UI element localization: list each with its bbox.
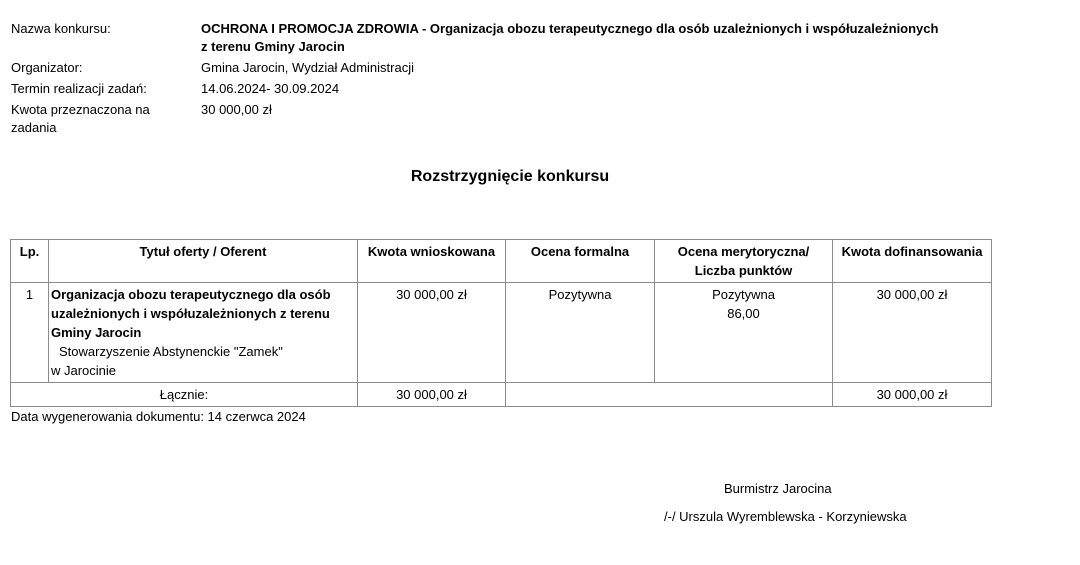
organizer-value: Gmina Jarocin, Wydział Administracji — [201, 60, 415, 75]
header-merit-line1: Ocena merytoryczna/ — [677, 244, 810, 259]
table-header-row — [11, 240, 992, 283]
term-value: 14.06.2024- 30.09.2024 — [201, 81, 340, 96]
offer-title: Organizacja obozu terapeutycznego dla osób uzależnionych i współuzależnionych z terenu Gminy Jarocin — [51, 287, 331, 340]
competition-info — [11, 20, 1011, 140]
total-label: Łącznie: — [11, 383, 358, 407]
cell-requested: 30 000,00 zł — [358, 283, 506, 383]
header-lp: Lp. — [11, 240, 49, 283]
competition-name-label: Nazwa konkursu: — [11, 21, 111, 36]
cell-lp: 1 — [11, 283, 49, 383]
term-label: Termin realizacji zadań: — [11, 81, 147, 96]
results-table — [10, 239, 992, 407]
amount-row — [11, 101, 1011, 137]
header-offer: Tytuł oferty / Oferent — [49, 240, 358, 283]
cell-offer — [49, 283, 358, 383]
competition-name-line1: OCHRONA I PROMOCJA ZDROWIA - Organizacja obozu terapeutycznego dla osób uzależnionych i współuzależnionych — [201, 21, 939, 36]
competition-name-line2: z terenu Gminy Jarocin — [201, 39, 345, 54]
signature-name: /-/ Urszula Wyremblewska - Korzyniewska — [664, 509, 907, 524]
competition-name-value — [201, 20, 961, 56]
total-granted: 30 000,00 zł — [833, 383, 992, 407]
cell-formal: Pozytywna — [506, 283, 655, 383]
merit-rating: Pozytywna — [712, 287, 775, 302]
amount-label — [11, 101, 201, 137]
total-empty — [506, 383, 833, 407]
merit-points: 86,00 — [727, 306, 760, 321]
amount-label-line2: zadania — [11, 120, 57, 135]
cell-merit — [655, 283, 833, 383]
amount-value: 30 000,00 zł — [201, 102, 272, 117]
header-merit-line2: Liczba punktów — [694, 263, 793, 278]
organizer-label: Organizator: — [11, 60, 83, 75]
amount-label-line1: Kwota przeznaczona na — [11, 102, 150, 117]
cell-granted: 30 000,00 zł — [833, 283, 992, 383]
term-row — [11, 80, 1011, 98]
header-merit — [655, 240, 833, 283]
offerent-location: w Jarocinie — [51, 363, 117, 378]
offerent-name: Stowarzyszenie Abstynenckie "Zamek" — [59, 344, 283, 359]
header-formal: Ocena formalna — [506, 240, 655, 283]
competition-name-row — [11, 20, 1011, 56]
page-title: Rozstrzygnięcie konkursu — [410, 168, 610, 185]
total-requested: 30 000,00 zł — [358, 383, 506, 407]
table-row — [11, 283, 992, 383]
organizer-row — [11, 59, 1011, 77]
generation-date: Data wygenerowania dokumentu: 14 czerwca 2024 — [11, 409, 306, 424]
signature-role: Burmistrz Jarocina — [724, 481, 832, 496]
header-requested: Kwota wnioskowana — [358, 240, 506, 283]
header-granted: Kwota dofinansowania — [833, 240, 992, 283]
total-row — [11, 383, 992, 407]
